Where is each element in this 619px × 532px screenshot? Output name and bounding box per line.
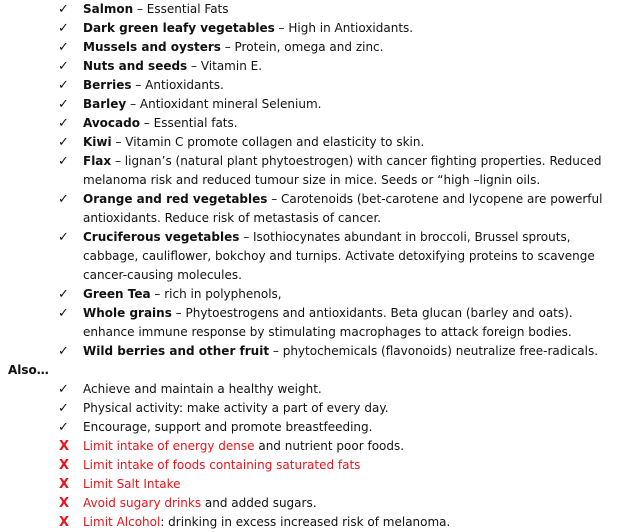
checkmark-icon: ✓ xyxy=(58,420,69,435)
warning-rest: and nutrient poor foods. xyxy=(254,439,405,453)
list-item xyxy=(0,494,603,513)
cross-icon: X xyxy=(59,496,70,511)
food-description: – rich in polyphenols, xyxy=(150,287,282,301)
checkmark-icon: ✓ xyxy=(58,59,69,74)
list-item xyxy=(0,437,603,456)
cross-icon: X xyxy=(59,439,70,454)
advice-text: Achieve and maintain a healthy weight. xyxy=(83,382,322,396)
checkmark-icon: ✓ xyxy=(58,97,69,112)
list-item xyxy=(0,513,603,532)
list-item xyxy=(0,76,603,95)
food-name: Wild berries and other fruit xyxy=(83,344,270,358)
list-item xyxy=(0,399,603,418)
list-item xyxy=(0,304,603,342)
warning-text: Limit Salt Intake xyxy=(83,477,181,491)
warning-rest: : drinking in excess increased risk of melanoma. xyxy=(160,515,451,529)
food-name: Dark green leafy vegetables xyxy=(83,21,275,35)
list-item xyxy=(0,456,603,475)
checkmark-icon: ✓ xyxy=(58,230,69,245)
cross-icon: X xyxy=(59,458,70,473)
checkmark-icon: ✓ xyxy=(58,78,69,93)
checkmark-icon: ✓ xyxy=(58,40,69,55)
cross-icon: X xyxy=(59,477,70,492)
checkmark-icon: ✓ xyxy=(58,2,69,17)
list-item xyxy=(0,57,603,76)
food-name: Salmon xyxy=(83,2,134,16)
checkmark-icon: ✓ xyxy=(58,135,69,150)
checkmark-icon: ✓ xyxy=(58,344,69,359)
list-item xyxy=(0,152,603,190)
list-item xyxy=(0,380,603,399)
list-item xyxy=(0,38,603,57)
food-name: Whole grains xyxy=(83,306,172,320)
food-description: – High in Antioxidants. xyxy=(274,21,414,35)
food-name: Cruciferous vegetables xyxy=(83,230,240,244)
food-name: Kiwi xyxy=(83,135,112,149)
list-item xyxy=(0,475,603,494)
food-name: Avocado xyxy=(83,116,140,130)
checkmark-icon: ✓ xyxy=(58,306,69,321)
list-item xyxy=(0,19,603,38)
food-name: Barley xyxy=(83,97,127,111)
checkmark-icon: ✓ xyxy=(58,154,69,169)
list-item xyxy=(0,0,603,19)
warning-rest: and added sugars. xyxy=(201,496,317,510)
checkmark-icon: ✓ xyxy=(58,382,69,397)
list-item xyxy=(0,114,603,133)
list-item xyxy=(0,342,603,361)
food-description: – Protein, omega and zinc. xyxy=(220,40,384,54)
food-description: – Essential Fats xyxy=(133,2,229,16)
list-item xyxy=(0,133,603,152)
food-description: – Vitamin E. xyxy=(187,59,263,73)
cross-icon: X xyxy=(59,515,70,530)
food-description: – Essential fats. xyxy=(139,116,238,130)
checkmark-icon: ✓ xyxy=(58,287,69,302)
food-name: Flax xyxy=(83,154,112,168)
warning-text: Limit Alcohol xyxy=(83,515,161,529)
advice-text: Physical activity: make activity a part of every day. xyxy=(83,401,389,415)
list-item xyxy=(0,418,603,437)
warning-text: Avoid sugary drinks xyxy=(83,496,202,510)
food-name: Orange and red vegetables xyxy=(83,192,268,206)
also-heading: Also… xyxy=(8,363,49,377)
food-description: – Antioxidants. xyxy=(131,78,224,92)
checkmark-icon: ✓ xyxy=(58,401,69,416)
list-item xyxy=(0,190,603,228)
food-name: Mussels and oysters xyxy=(83,40,221,54)
warning-text: Limit intake of foods containing saturated fats xyxy=(83,458,361,472)
food-description: – lignan’s (natural plant phytoestrogen) with cancer fighting properties. Reduced melanoma risk and reduced tumour size in mice. Seeds or “high –lignin oils. xyxy=(83,154,602,187)
checkmark-icon: ✓ xyxy=(58,21,69,36)
food-description: – Antioxidant mineral Selenium. xyxy=(126,97,322,111)
food-description: – Carotenoids (bet-carotene and lycopene are powerful antioxidants. Reduce risk of metastasis of cancer. xyxy=(83,192,603,225)
food-description: – Isothiocynates abundant in broccoli, Brussel sprouts, cabbage, cauliflower, bokchoy and turnips. Activate detoxifying proteins to scavenge cancer-causing molecules. xyxy=(83,230,595,282)
food-description: – phytochemicals (flavonoids) neutralize free-radicals. xyxy=(269,344,599,358)
food-name: Nuts and seeds xyxy=(83,59,188,73)
checkmark-icon: ✓ xyxy=(58,192,69,207)
list-item xyxy=(0,228,603,285)
list-item xyxy=(0,285,603,304)
warning-text: Limit intake of energy dense xyxy=(83,439,255,453)
food-description: – Phytoestrogens and antioxidants. Beta glucan (barley and oats). enhance immune response by stimulating macrophages to attack foreign bodies. xyxy=(83,306,573,339)
food-name: Berries xyxy=(83,78,132,92)
food-description: – Vitamin C promote collagen and elasticity to skin. xyxy=(111,135,425,149)
checkmark-icon: ✓ xyxy=(58,116,69,131)
food-name: Green Tea xyxy=(83,287,151,301)
advice-text: Encourage, support and promote breastfeeding. xyxy=(83,420,373,434)
list-item xyxy=(0,95,603,114)
